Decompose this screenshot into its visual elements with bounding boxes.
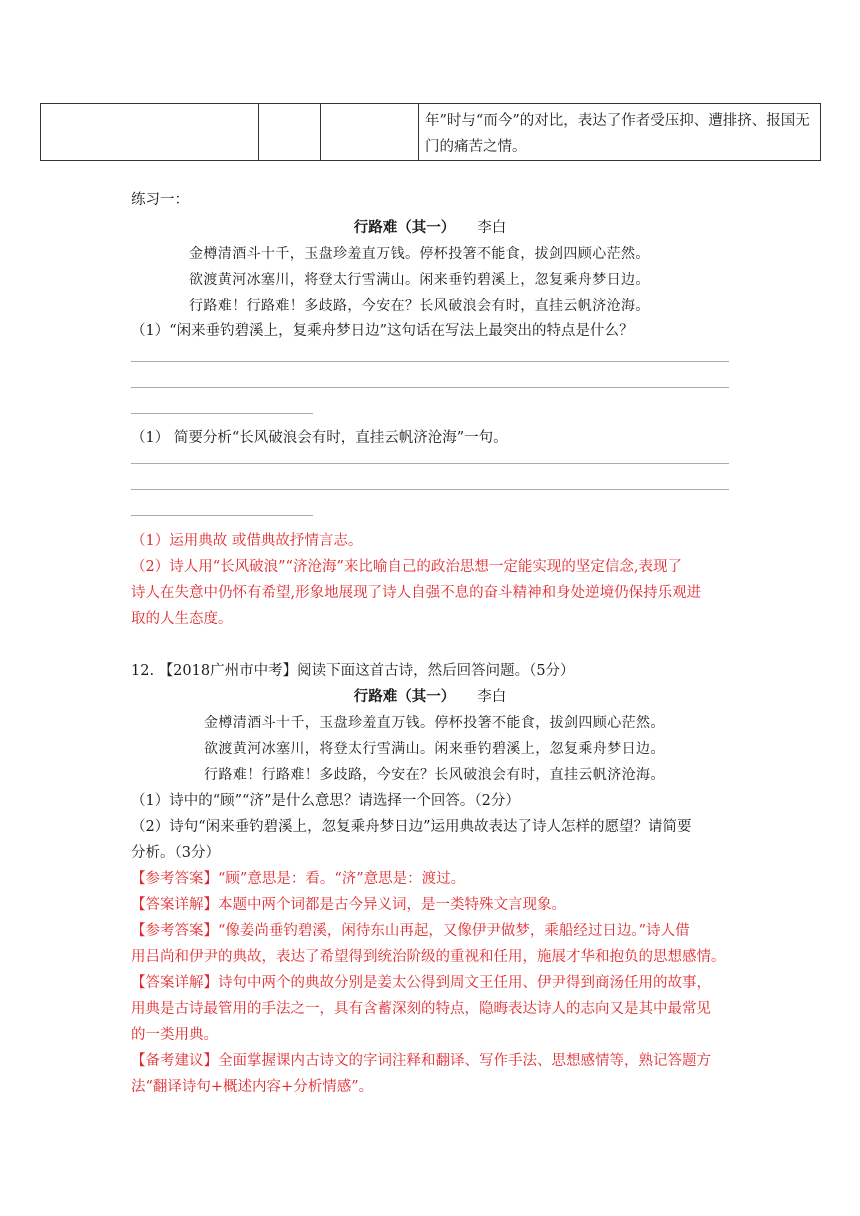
poem-title: 行路难（其一） (353, 219, 456, 236)
table-cell-analysis: 年”时与“而今”的对比，表达了作者受压抑、遭排挤、报国无门的痛苦之情。 (419, 104, 821, 161)
q12-question-2-line: （2）诗句“闲来垂钓碧溪上，忽复乘舟梦日边”运用典故表达了诗人怎样的愿望？请简要 (131, 819, 692, 835)
top-table (40, 103, 821, 161)
answer-line[interactable] (131, 489, 729, 490)
q12-answer-line: 用吕尚和伊尹的典故，表达了希望得到统治阶级的重视和任用，施展才华和抱负的思想感情。 (131, 949, 726, 965)
q12-answer-line: 【答案详解】诗句中两个的典故分别是姜太公得到周文王任用、伊尹得到商汤任用的故事， (131, 975, 711, 991)
q12-question-1: （1）诗中的“顾”“济”是什么意思？请选择一个回答。（2分） (131, 793, 520, 809)
answer-line[interactable] (131, 413, 313, 414)
table-cell (321, 104, 419, 161)
poem-line: 行路难！行路难！多歧路，今安在？长风破浪会有时，直挂云帆济沧海。 (204, 767, 665, 783)
answer-line[interactable] (131, 387, 729, 388)
q12-poem-title-line (0, 685, 860, 706)
poem-line: 金樽清酒斗十千，玉盘珍羞直万钱。停杯投箸不能食，拔剑四顾心茫然。 (204, 715, 665, 731)
answer-line[interactable] (131, 515, 313, 516)
q12-question-2-line: 分析。（3分） (131, 845, 220, 861)
table-row (41, 104, 821, 161)
answer-2-line: （2）诗人用“长风破浪”“济沧海”来比喻自己的政治思想一定能实现的坚定信念,表现了 (131, 559, 682, 575)
poem-line: 金樽清酒斗十千，玉盘珍羞直万钱。停杯投箸不能食，拔剑四顾心茫然。 (189, 246, 650, 262)
answer-line[interactable] (131, 361, 729, 362)
q12-answer-line: 法“翻译诗句+概述内容+分析情感”。 (131, 1079, 374, 1095)
answer-2-line: 取的人生态度。 (131, 611, 233, 627)
table-cell (259, 104, 321, 161)
answer-line[interactable] (131, 463, 729, 464)
answer-1: （1）运用典故 或借典故抒情言志。 (131, 533, 363, 549)
practice-poem-title-line (0, 216, 860, 237)
q12-answer-line: 用典是古诗最管用的手法之一，具有含蓄深刻的特点，隐晦表达诗人的志向又是其中最常见 (131, 1001, 711, 1017)
answer-2-line: 诗人在失意中仍怀有希望,形象地展现了诗人自强不息的奋斗精神和身处逆境仍保持乐观进 (131, 585, 702, 601)
poem-line: 行路难！行路难！多歧路，今安在？长风破浪会有时，直挂云帆济沧海。 (189, 298, 650, 314)
q12-answer-line: 【备考建议】全面掌握课内古诗文的字词注释和翻译、写作手法、思想感情等，熟记答题方 (131, 1053, 711, 1069)
poem-author: 李白 (477, 220, 507, 236)
question-2: （1） 简要分析“长风破浪会有时，直挂云帆济沧海”一句。 (131, 430, 508, 446)
q12-answer-line: 【参考答案】“顾”意思是：看。“济”意思是：渡过。 (131, 871, 466, 887)
poem-line: 欲渡黄河冰塞川，将登太行雪满山。闲来垂钓碧溪上，忽复乘舟梦日边。 (189, 272, 650, 288)
practice-heading: 练习一： (131, 192, 189, 208)
q12-answer-line: 【参考答案】“像姜尚垂钓碧溪，闲待东山再起，又像伊尹做梦，乘船经过日边。”诗人借 (131, 923, 690, 939)
q12-answer-line: 的一类用典。 (131, 1027, 218, 1043)
poem-author: 李白 (477, 689, 507, 705)
poem-line: 欲渡黄河冰塞川，将登太行雪满山。闲来垂钓碧溪上，忽复乘舟梦日边。 (204, 741, 665, 757)
table-cell (41, 104, 259, 161)
q12-intro: 12. 【2018广州市中考】阅读下面这首古诗，然后回答问题。（5分） (131, 663, 575, 679)
poem-title: 行路难（其一） (353, 688, 456, 705)
q12-answer-line: 【答案详解】本题中两个词都是古今异义词，是一类特殊文言现象。 (131, 897, 566, 913)
question-1: （1）“闲来垂钓碧溪上，复乘舟梦日边”这句话在写法上最突出的特点是什么？ (131, 323, 634, 339)
